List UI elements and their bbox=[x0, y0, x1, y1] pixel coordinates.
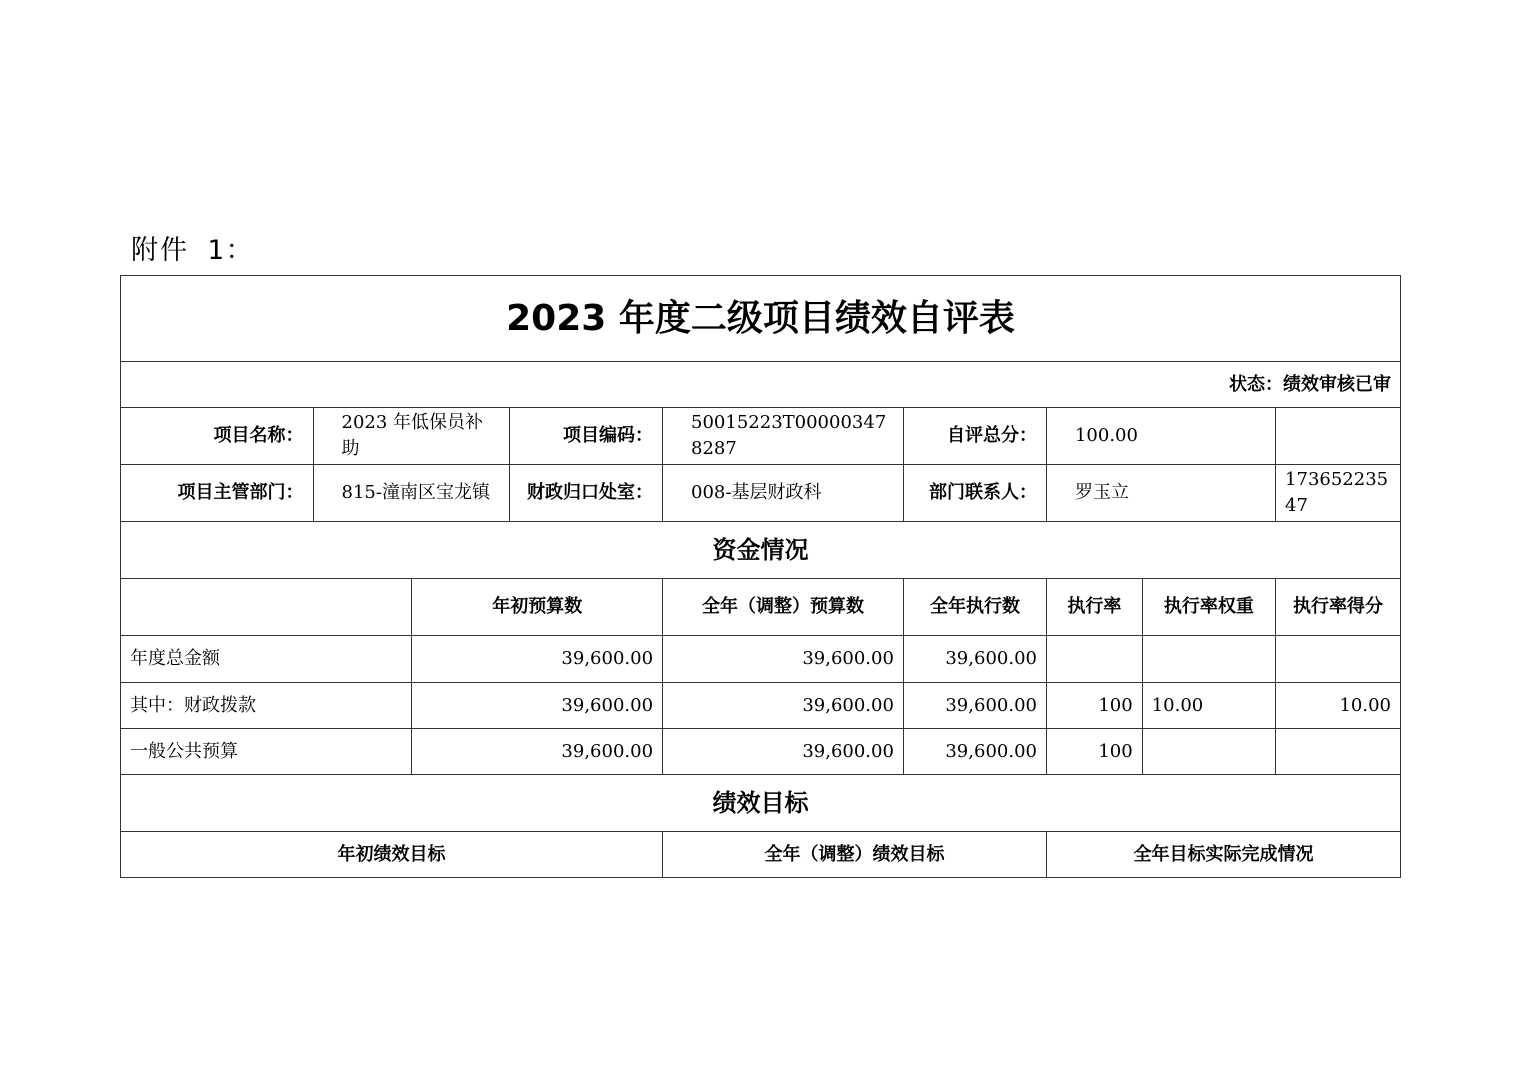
goals-section-title: 绩效目标 bbox=[121, 775, 1401, 832]
contact-label: 部门联系人： bbox=[903, 465, 1046, 522]
row-score bbox=[1276, 636, 1401, 683]
row-weight bbox=[1142, 729, 1275, 775]
row-adjusted: 39,600.00 bbox=[663, 683, 904, 729]
contact-value: 罗玉立 bbox=[1046, 465, 1275, 522]
finance-value: 008-基层财政科 bbox=[663, 465, 904, 522]
row-initial: 39,600.00 bbox=[412, 683, 663, 729]
project-name-value: 2023 年低保员补助 bbox=[313, 408, 510, 465]
funds-header-rate: 执行率 bbox=[1046, 579, 1142, 636]
table-row bbox=[121, 729, 1401, 775]
funds-header-weight: 执行率权重 bbox=[1142, 579, 1275, 636]
dept-label: 项目主管部门： bbox=[121, 465, 314, 522]
page-title: 2023 年度二级项目绩效自评表 bbox=[121, 276, 1401, 362]
performance-table bbox=[120, 275, 1401, 878]
finance-label: 财政归口处室： bbox=[510, 465, 663, 522]
funds-header-score: 执行率得分 bbox=[1276, 579, 1401, 636]
project-code-label: 项目编码： bbox=[510, 408, 663, 465]
score-label: 自评总分： bbox=[903, 408, 1046, 465]
row-name: 其中：财政拨款 bbox=[121, 683, 412, 729]
project-code-value: 50015223T000003478287 bbox=[663, 408, 904, 465]
funds-header-initial: 年初预算数 bbox=[412, 579, 663, 636]
empty-cell bbox=[1276, 408, 1401, 465]
info-row-1 bbox=[121, 408, 1401, 465]
row-executed: 39,600.00 bbox=[903, 636, 1046, 683]
row-rate: 100 bbox=[1046, 729, 1142, 775]
row-weight: 10.00 bbox=[1142, 683, 1275, 729]
row-executed: 39,600.00 bbox=[903, 683, 1046, 729]
funds-header-row bbox=[121, 579, 1401, 636]
row-rate: 100 bbox=[1046, 683, 1142, 729]
row-name: 年度总金额 bbox=[121, 636, 412, 683]
goals-header-actual: 全年目标实际完成情况 bbox=[1046, 832, 1400, 878]
dept-value: 815-潼南区宝龙镇 bbox=[313, 465, 510, 522]
goals-header-row bbox=[121, 832, 1401, 878]
row-weight bbox=[1142, 636, 1275, 683]
funds-section-title: 资金情况 bbox=[121, 522, 1401, 579]
row-score: 10.00 bbox=[1276, 683, 1401, 729]
row-initial: 39,600.00 bbox=[412, 729, 663, 775]
row-initial: 39,600.00 bbox=[412, 636, 663, 683]
info-row-2 bbox=[121, 465, 1401, 522]
status-badge: 状态：绩效审核已审 bbox=[121, 362, 1401, 408]
funds-header-blank bbox=[121, 579, 412, 636]
phone-value: 17365223547 bbox=[1276, 465, 1401, 522]
goals-header-adjusted: 全年（调整）绩效目标 bbox=[663, 832, 1047, 878]
row-rate bbox=[1046, 636, 1142, 683]
project-name-label: 项目名称： bbox=[121, 408, 314, 465]
table-row bbox=[121, 683, 1401, 729]
table-row bbox=[121, 636, 1401, 683]
attachment-label: 附件 1： bbox=[131, 235, 255, 266]
funds-header-executed: 全年执行数 bbox=[903, 579, 1046, 636]
row-score bbox=[1276, 729, 1401, 775]
row-adjusted: 39,600.00 bbox=[663, 729, 904, 775]
funds-header-adjusted: 全年（调整）预算数 bbox=[663, 579, 904, 636]
row-name: 一般公共预算 bbox=[121, 729, 412, 775]
row-adjusted: 39,600.00 bbox=[663, 636, 904, 683]
goals-header-initial: 年初绩效目标 bbox=[121, 832, 663, 878]
row-executed: 39,600.00 bbox=[903, 729, 1046, 775]
score-value: 100.00 bbox=[1046, 408, 1275, 465]
